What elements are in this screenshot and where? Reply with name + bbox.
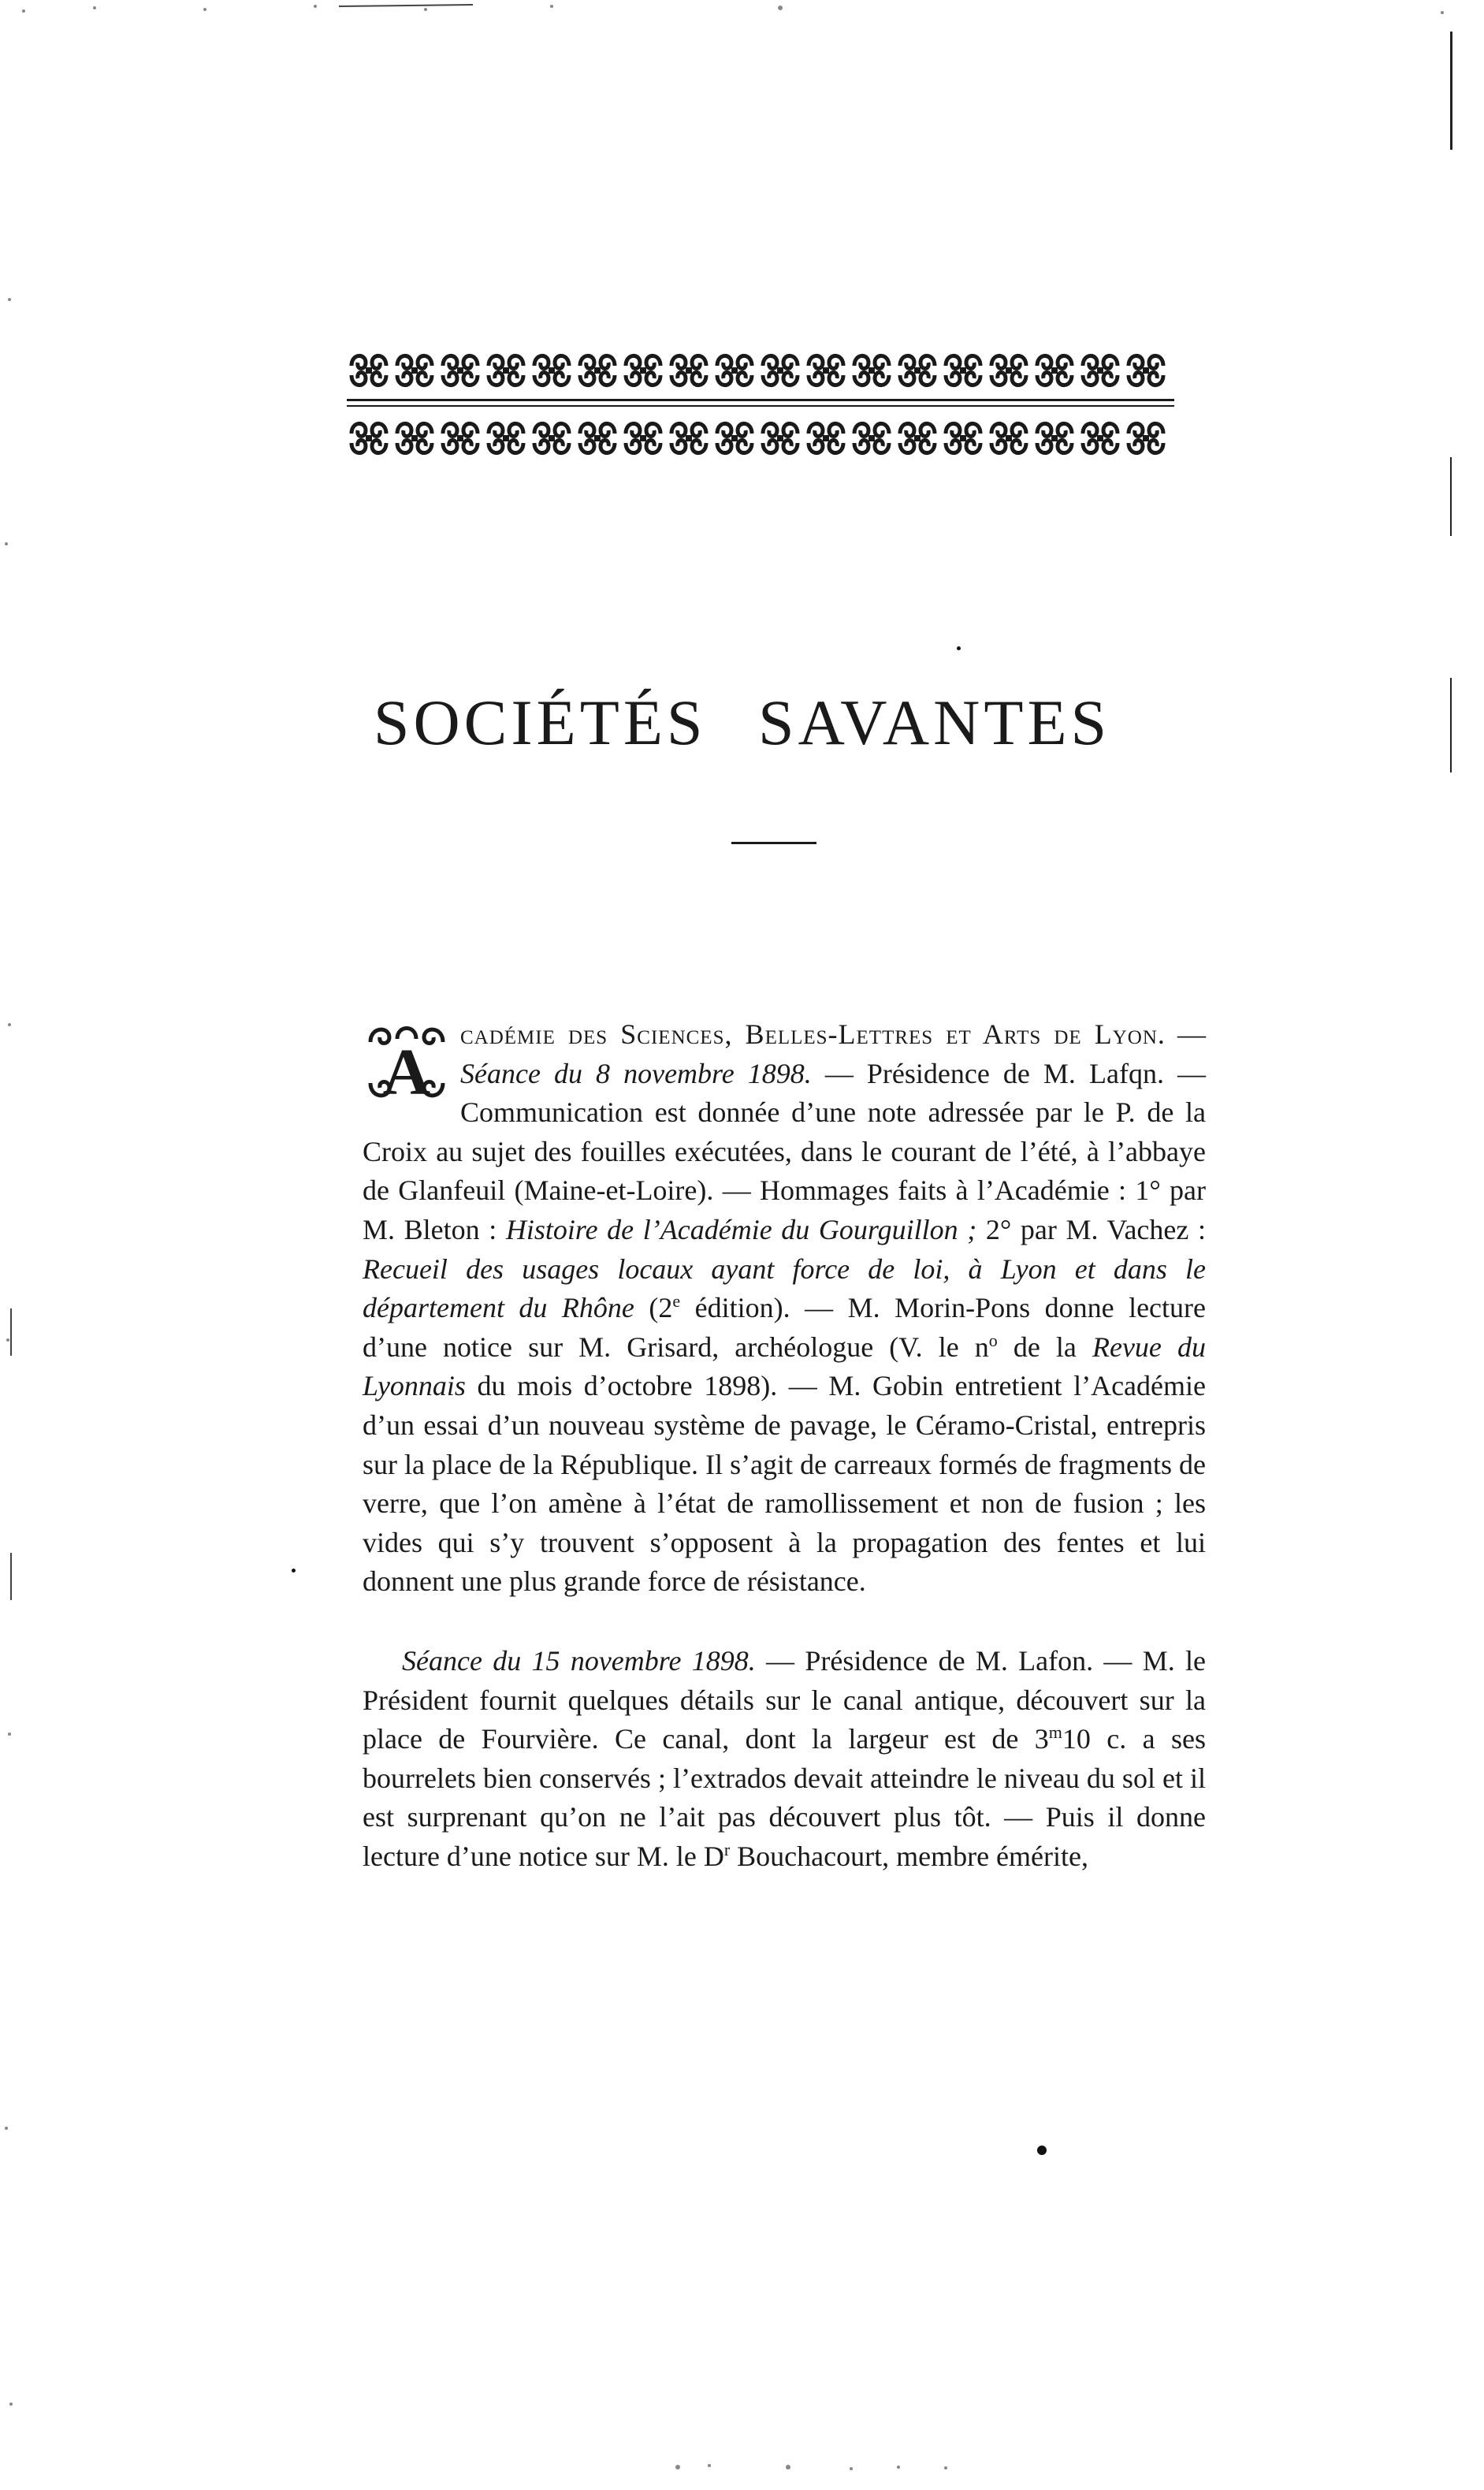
text-run: 10 c. a ses bourrelets bien conservés ; l’extrados devait atteindre le niveau du sol et il est surprenant qu’on ne l’ait pas découvert plus tôt. — Puis il donne lecture d’une notice sur M. le D [363, 1723, 1206, 1872]
page-title: SOCIÉTÉS SAVANTES [373, 687, 1111, 758]
heading-dash: — [1165, 1018, 1207, 1050]
paragraph-seance-15-novembre [363, 1642, 1206, 1877]
paragraph-1-text [363, 1015, 1206, 1602]
ink-speck [292, 1569, 296, 1573]
work-title: Revue du Lyonnais [363, 1331, 1206, 1402]
work-title: Recueil des usages locaux ayant force de loi, à Lyon et dans le département du Rhône [363, 1252, 1206, 1324]
ornamental-dropcap [363, 1018, 451, 1107]
society-heading: cadémie des Sciences, Belles-Lettres et Arts de Lyon. [460, 1018, 1166, 1050]
seance-date: Séance du 15 novembre 1898. [402, 1645, 756, 1677]
paragraph-2-text [363, 1642, 1206, 1877]
text-run: édition). — M. Morin-Pons donne lecture d’une notice sur M. Grisard, archéologue (V. le n [363, 1292, 1206, 1363]
text-run: Bouchacourt, membre émérite, [730, 1840, 1088, 1872]
ink-speck [957, 646, 961, 650]
text-run: — Présidence de M. Lafon. — M. le Président fournit quelques détails sur le canal antique, découvert sur la place de Fourvière. Ce canal, dont la largeur est de 3 [363, 1645, 1207, 1755]
text-run: du mois d’octobre 1898). — M. Gobin entretient l’Académie d’un essai d’un nouveau système de pavage, le Céramo-Cristal, entrepris sur la place de la République. Il s’agit de carreaux formés de fragments de verre, que l’on amène à l’état de ramollissement et non de fusion ; les vides qui s’y trouvent s’opposent à la propagation des fentes et lui donnent une plus grande force de résistance. [363, 1370, 1206, 1598]
superscript: e [672, 1291, 681, 1312]
text-run: (2 [634, 1292, 673, 1324]
dropcap-ornament-icon [363, 1018, 451, 1107]
ink-speck [1037, 2146, 1047, 2155]
work-title: Histoire de l’Académie du Gourguillon ; [505, 1213, 977, 1245]
svg-text:A: A [382, 1036, 431, 1107]
text-run: — Présidence de M. Lafqn. — Communication est donnée d’une note adressée par le P. de la Croix au sujet des fouilles exécutées, dans le courant de l’été, à l’abbaye de Glanfeuil (Maine-et-Loire). — Hommages faits à l’Académie : 1° par M. Bleton : [363, 1057, 1206, 1245]
superscript: o [988, 1330, 998, 1350]
title-underline-rule [731, 842, 816, 844]
text-run: 2° par M. Vachez : [976, 1213, 1206, 1245]
superscript: m [1048, 1722, 1062, 1743]
superscript: r [723, 1839, 731, 1859]
seance-date: Séance du 8 novembre 1898. [460, 1057, 812, 1089]
decorative-ornament-band [347, 347, 1190, 465]
page-edge-rule [1450, 457, 1452, 536]
paragraph-academie-lyon [363, 1015, 1206, 1602]
page-edge-rule [1450, 32, 1452, 150]
text-run: de la [997, 1331, 1092, 1363]
